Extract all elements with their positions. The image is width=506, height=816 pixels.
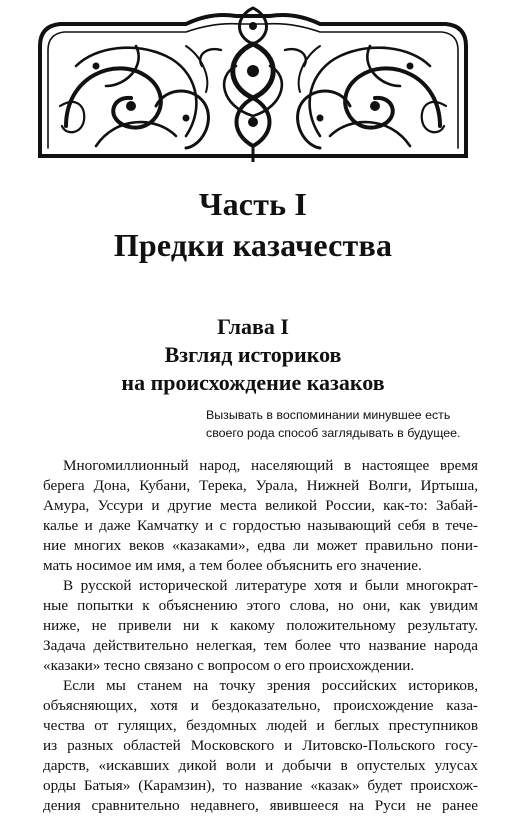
text-line: Задача действительно нелегкая, тем более что название народа bbox=[43, 637, 478, 654]
text-line: Если мы станем на точку зрения российских историков, bbox=[63, 677, 478, 694]
text-line: Многомиллионный народ, населяющий в настоящее время bbox=[63, 457, 478, 474]
chapter-title-line: на происхождение казаков bbox=[121, 370, 385, 395]
chapter-title-line: Взгляд историков bbox=[164, 342, 342, 367]
text-line: В русской исторической литературе хотя и были многократ- bbox=[63, 577, 478, 594]
text-line: берега Дона, Кубани, Терека, Урала, Нижней Волги, Иртыша, bbox=[43, 477, 478, 494]
text-line: калье и даже Камчатку и с гордостью называющий себя в тече- bbox=[43, 517, 478, 534]
text-line: из разных областей Московского и Литовско-Польского госу- bbox=[43, 737, 478, 754]
text-line: орды Батыя» (Карамзин), то название «казак» будет происхож- bbox=[43, 777, 478, 794]
text-line: Амура, Уссури и другие места великой России, как-то: Забай- bbox=[43, 497, 478, 514]
text-line: дения сравнительно недавнего, явившееся на Руси не ранее bbox=[43, 797, 478, 814]
epigraph bbox=[206, 406, 478, 442]
part-title: Предки казачества bbox=[113, 227, 393, 263]
ornamental-headpiece bbox=[36, 6, 470, 162]
text-line: мать носимое им имя, а тем более объяснить его значение. bbox=[43, 557, 422, 574]
text-line: ние многих веков «казаками», едва ли может правильно пони- bbox=[43, 537, 478, 554]
text-line: объясняющих, хотя и бездоказательно, происхождение каза- bbox=[43, 697, 478, 714]
text-line: чества от гулящих, бездомных людей и беглых преступников bbox=[43, 717, 478, 734]
body-text bbox=[43, 456, 478, 816]
epigraph-line: своего рода способ заглядывать в будущее. bbox=[206, 426, 461, 440]
text-line: ные попытки к объяснению этого слова, но они, как увидим bbox=[43, 597, 478, 614]
epigraph-line: Вызывать в воспоминании минувшее есть bbox=[206, 408, 451, 422]
text-line: «казаки» тесно связано с вопросом о его происхождении. bbox=[43, 657, 415, 674]
part-label: Часть I bbox=[198, 186, 308, 222]
chapter-label: Глава I bbox=[217, 314, 289, 339]
text-line: ниже, не привели ни к какому положительному результату. bbox=[43, 617, 478, 634]
text-line: дарств, «искавших дикой воли и добычи в опустелых улусах bbox=[43, 757, 478, 774]
